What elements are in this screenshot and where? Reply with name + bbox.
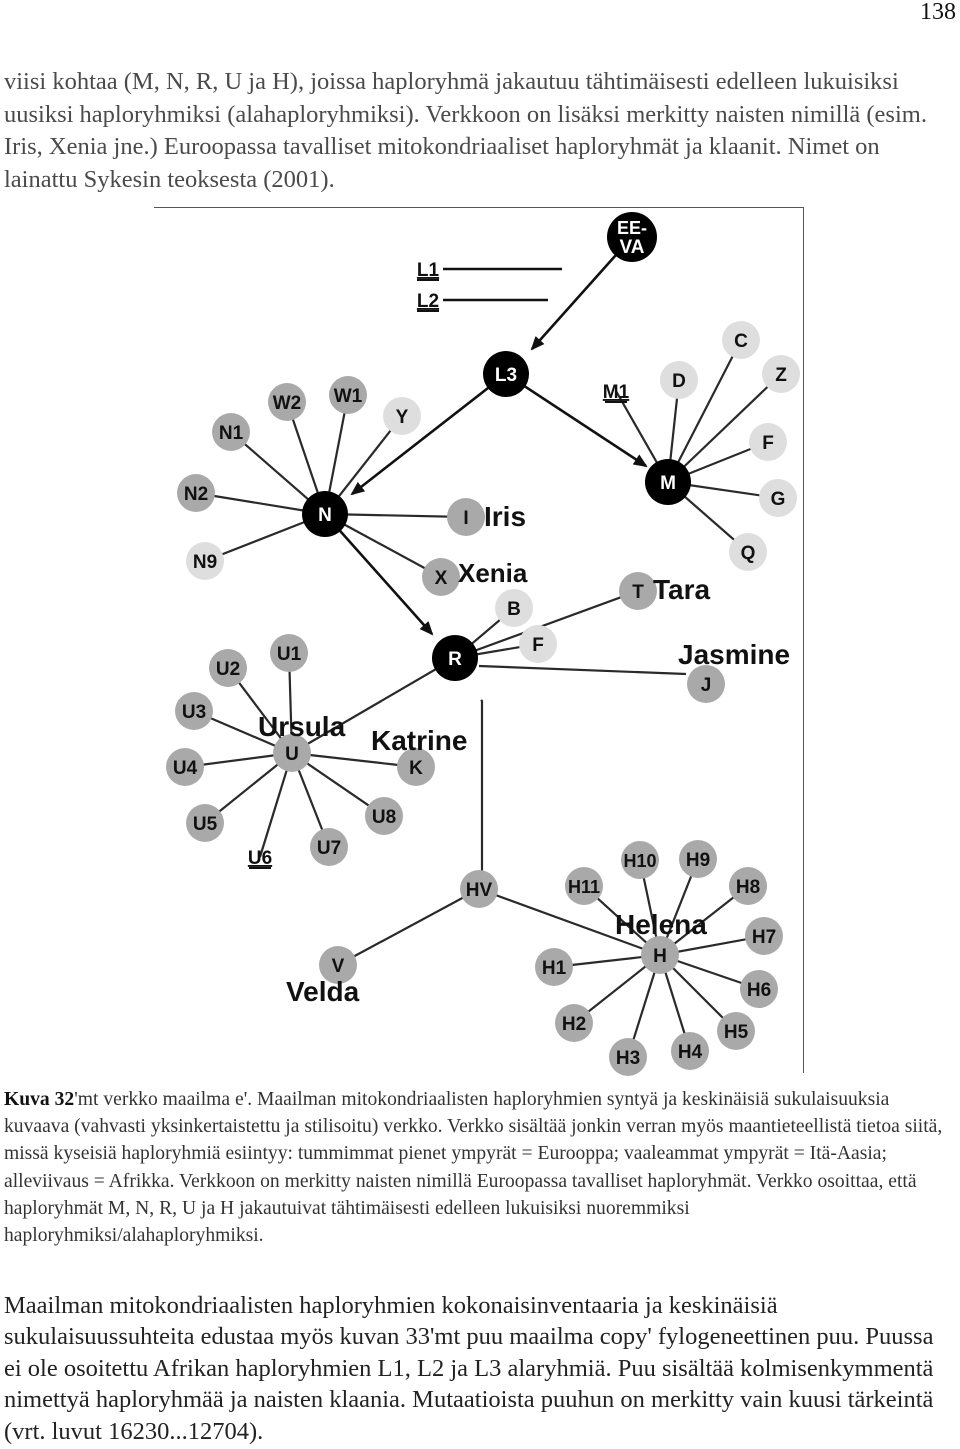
clan-name-iris: Iris [484,501,527,532]
node-u3 [175,692,213,730]
svg-text:H10: H10 [623,851,657,871]
svg-text:J: J [700,675,712,696]
clan-name-jasmine: Jasmine [678,639,791,670]
svg-text:L2: L2 [416,291,440,312]
figure-caption [4,1086,952,1249]
node-h7 [745,917,783,955]
svg-text:H1: H1 [541,958,567,979]
svg-text:F: F [532,635,544,656]
svg-text:M1: M1 [602,382,630,403]
svg-text:G: G [770,489,786,510]
node-u1 [270,634,308,672]
node-n [302,491,348,537]
node-f2 [519,625,557,663]
clan-name-tara: Tara [653,574,711,605]
edge-N-R [325,514,432,634]
node-m1 [603,382,630,403]
node-j [687,665,725,703]
caption-label: Kuva 32 [4,1089,75,1110]
clan-name-velda: Velda [286,976,360,1007]
svg-text:H11: H11 [567,877,601,897]
svg-text:H9: H9 [685,850,711,871]
svg-text:D: D [672,371,686,392]
node-h [641,936,679,974]
svg-text:VA: VA [619,237,645,258]
svg-text:U8: U8 [371,807,397,828]
edge-HV-V [338,889,479,965]
svg-text:U1: U1 [276,644,302,665]
closing-paragraph: Maailman mitokondriaalisten haploryhmien kokonaisinventaaria ja keskinäisiä sukulaisuussuhteita edustaa myös kuvan 33'mt puu maailma copy' fylogeneettinen puu. Puussa ei ole osoitettu Afrikan haploryhmien L1, L2 ja L3 alaryhmiä. Puu sisältää kolmisenkymmentä nimettyä haploryhmää ja naisten klaania. Mutaatioista puuhun on merkitty vain kuusi tärkeintä (vrt. luvut 16230...12704). [4,1292,934,1445]
haplogroup-network-figure [154,207,804,1073]
svg-text:H5: H5 [723,1022,749,1043]
node-x [422,558,460,596]
node-u6 [248,848,272,869]
node-n9 [186,542,224,580]
svg-text:H8: H8 [735,877,761,898]
svg-text:U3: U3 [181,702,207,723]
node-hv [460,870,498,908]
svg-text:N2: N2 [183,484,209,505]
svg-text:H2: H2 [561,1014,587,1035]
svg-text:L3: L3 [494,365,518,386]
caption-text: 'mt verkko maailma e'. Maailman mitokondriaalisten haploryhmien syntyä ja keskinäisiä sukulaisuuksia kuvaava (vahvasti yksinkertaistettu ja stilisoitu) verkko. Verkko sisältää jonkin verran myös maantieteellistä tietoa siitä, missä kyseisiä haploryhmiä esiintyy: tummimmat pienet ympyrät = Eurooppa; vaaleammat ympyrät = Itä-Aasia; alleviivaus = Afrikka. Verkkoon on merkitty naisten nimillä Euroopassa tavalliset haploryhmät. Verkko osoittaa, että haploryhmät M, N, R, U ja H jakautuivat tähtimäisesti edelleen lukuisiksi nuoremmiksi haploryhmiksi/alahaploryhmiksi. [4,1089,943,1247]
node-u2 [209,649,247,687]
svg-text:L1: L1 [416,260,440,281]
node-y [383,397,421,435]
intro-paragraph: viisi kohtaa (M, N, R, U ja H), joissa haploryhmä jakautuu tähtimäisesti edelleen lukuisiksi uusiksi haploryhmiksi (alahaploryhmiksi). Verkkoon on lisäksi merkitty naisten nimillä (esim. Iris, Xenia jne.) Euroopassa tavalliset mitokondriaaliset haploryhmät ja klaanit. Nimet on lainattu Sykesin teoksesta (2001). [4,68,927,193]
svg-text:B: B [507,599,521,620]
svg-text:N9: N9 [192,552,218,573]
node-u4 [166,748,204,786]
clan-name-helena: Helena [615,909,707,940]
svg-text:N1: N1 [218,423,244,444]
node-c [722,321,760,359]
svg-text:H7: H7 [751,927,777,948]
svg-text:U5: U5 [192,814,218,835]
svg-text:H3: H3 [615,1048,641,1069]
node-w1 [329,376,367,414]
node-h6 [740,970,778,1008]
svg-text:U6: U6 [247,848,273,869]
svg-text:EE-: EE- [616,218,648,238]
node-b [495,589,533,627]
node-i [447,498,485,536]
node-l3 [483,351,529,397]
svg-text:N: N [318,505,332,526]
svg-text:T: T [632,582,644,603]
svg-text:H: H [653,946,667,967]
node-u8 [365,797,403,835]
node-h2 [555,1004,593,1042]
node-ee-va [607,212,657,262]
node-h5 [717,1012,755,1050]
svg-text:H6: H6 [746,980,772,1001]
node-f1 [749,423,787,461]
svg-text:U2: U2 [215,659,241,680]
svg-text:U: U [285,744,299,765]
svg-text:U4: U4 [172,758,198,779]
svg-text:K: K [409,758,423,779]
node-z [762,355,800,393]
svg-text:Q: Q [740,543,756,564]
node-r [432,635,478,681]
svg-text:W2: W2 [272,393,302,414]
node-d [660,361,698,399]
svg-text:C: C [734,331,748,352]
edge-R-HV [481,700,482,871]
svg-text:I: I [463,508,469,529]
node-h9 [679,840,717,878]
clan-name-xenia: Xenia [458,558,528,588]
node-h4 [671,1032,709,1070]
node-h1 [535,948,573,986]
svg-text:W1: W1 [333,386,363,407]
edge-L3-N [352,374,506,494]
svg-text:Y: Y [395,407,409,428]
node-h11 [565,867,603,905]
node-q [729,533,767,571]
page-number: 138 [920,0,956,25]
node-n1 [212,413,250,451]
node-l2 [417,291,439,312]
node-h3 [609,1038,647,1076]
svg-text:X: X [434,568,448,589]
svg-text:H4: H4 [677,1042,703,1063]
clan-name-katrine: Katrine [371,725,468,756]
node-u7 [310,828,348,866]
node-n2 [177,474,215,512]
node-t [619,572,657,610]
svg-text:V: V [331,956,345,977]
svg-text:M: M [660,473,676,494]
node-w2 [268,383,306,421]
svg-text:R: R [448,649,462,670]
svg-text:HV: HV [465,880,493,901]
node-h10 [621,841,659,879]
node-g [759,479,797,517]
svg-text:Z: Z [775,365,787,386]
svg-text:F: F [762,433,774,454]
clan-names [258,501,790,1007]
svg-text:U7: U7 [316,838,342,859]
node-m [645,459,691,505]
node-h8 [729,867,767,905]
clan-name-ursula: Ursula [258,711,346,742]
node-u5 [186,804,224,842]
edge-R-J [479,666,686,674]
node-l1 [417,260,440,281]
